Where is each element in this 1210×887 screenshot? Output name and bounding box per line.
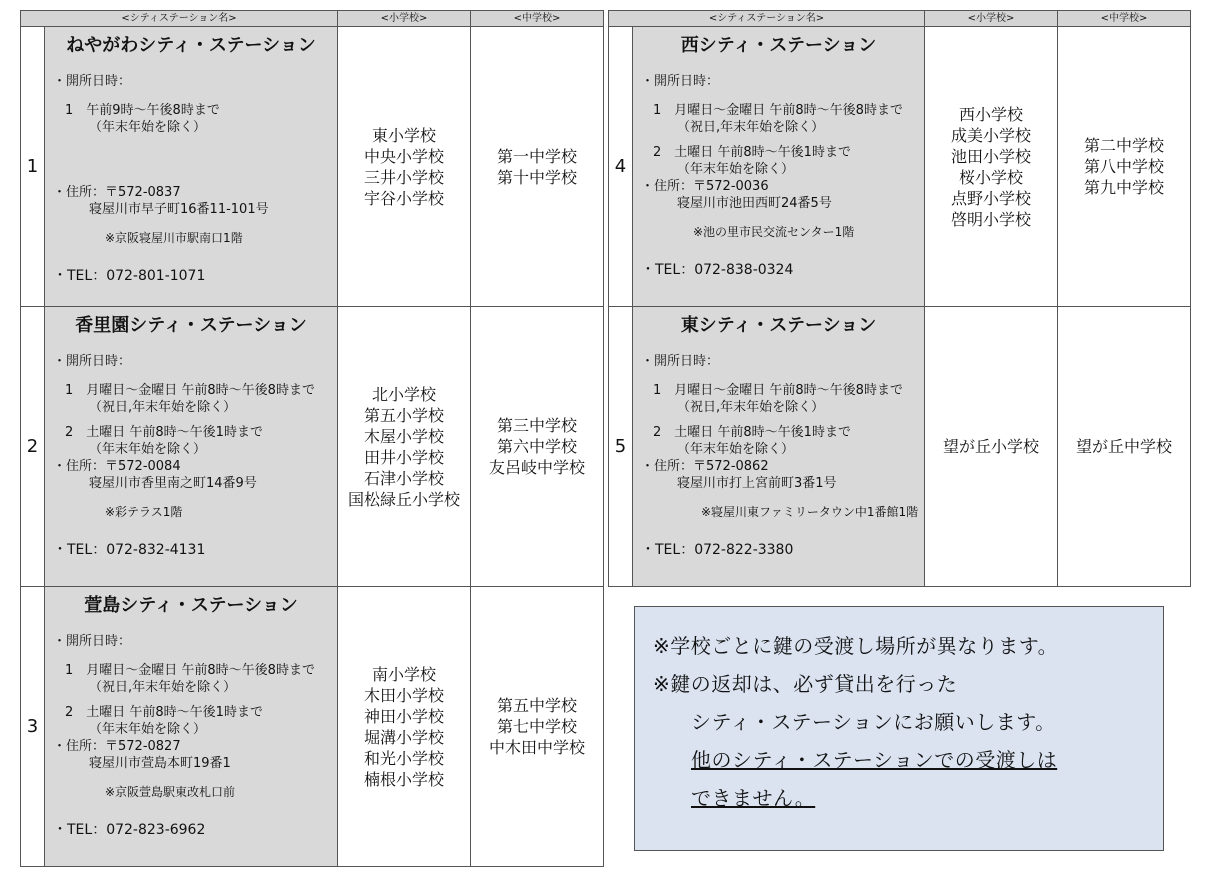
notice-line: ※学校ごとに鍵の受渡し場所が異なります。 <box>653 634 1059 658</box>
station-info <box>45 307 338 587</box>
station-name: 西シティ・ステーション <box>680 35 877 56</box>
station-name: 萱島シティ・ステーション <box>84 595 298 616</box>
station-name: 香里園シティ・ステーション <box>75 315 307 336</box>
hours-note: （祝日,年末年始を除く） <box>677 120 825 135</box>
elementary-school: 西小学校 <box>959 104 1024 124</box>
elementary-school: 田井小学校 <box>364 447 445 467</box>
notice-box <box>634 606 1164 851</box>
elementary-schools <box>925 27 1058 307</box>
hours-label: ・開所日時： <box>53 634 132 649</box>
address: 寝屋川市萱島本町19番1 <box>89 756 231 771</box>
junior-school: 中木田中学校 <box>489 738 586 757</box>
elementary-school: 成美小学校 <box>951 125 1032 145</box>
elementary-school: 桜小学校 <box>959 167 1024 187</box>
hours-note: （祝日,年末年始を除く） <box>89 680 237 695</box>
hours-label: ・開所日時： <box>53 74 132 89</box>
address-label: ・住所：〒572-0084 <box>53 459 181 474</box>
header-station: <シティステーション名> <box>21 11 338 27</box>
junior-school: 第九中学校 <box>1084 178 1165 197</box>
header-elementary: <小学校> <box>925 11 1058 27</box>
address-note: ※寝屋川東ファミリータウン中1番館1階 <box>701 505 919 519</box>
elementary-schools <box>338 307 471 587</box>
address-note: ※京阪寝屋川市駅南口1階 <box>105 231 243 245</box>
elementary-school: 堀溝小学校 <box>364 727 445 747</box>
hours-line: 1 月曜日～金曜日 午前8時～午後8時まで <box>653 103 903 118</box>
junior-school: 第八中学校 <box>1084 157 1165 176</box>
elementary-school: 南小学校 <box>372 664 437 684</box>
left-station-table <box>20 10 604 867</box>
address: 寝屋川市打上宮前町3番1号 <box>677 476 837 491</box>
station-number: 4 <box>609 27 633 307</box>
hours-label: ・開所日時： <box>53 354 132 369</box>
elementary-schools <box>338 27 471 307</box>
junior-school: 望が丘中学校 <box>1076 437 1173 456</box>
elementary-school: 中央小学校 <box>364 146 445 166</box>
elementary-school: 和光小学校 <box>364 748 445 768</box>
hours-note: （年末年始を除く） <box>677 162 795 177</box>
hours-line: 1 午前9時～午後8時まで <box>65 103 220 118</box>
address-label: ・住所：〒572-0036 <box>641 179 769 194</box>
elementary-school: 木屋小学校 <box>364 426 445 446</box>
hours-line: 2 土曜日 午前8時～午後1時まで <box>65 705 263 720</box>
tel: ・TEL：072-822-3380 <box>641 542 794 558</box>
address-label: ・住所：〒572-0837 <box>53 185 181 200</box>
hours-label: ・開所日時： <box>641 74 720 89</box>
junior-schools <box>1058 27 1191 307</box>
address-note: ※京阪萱島駅東改札口前 <box>105 785 236 799</box>
header-junior: <中学校> <box>471 11 604 27</box>
junior-schools <box>471 307 604 587</box>
elementary-school: 池田小学校 <box>951 146 1032 166</box>
station-row <box>21 587 604 867</box>
station-info <box>633 307 925 587</box>
hours-note: （祝日,年末年始を除く） <box>89 400 237 415</box>
station-row <box>21 307 604 587</box>
hours-label: ・開所日時： <box>641 354 720 369</box>
address-note: ※池の里市民交流センター1階 <box>693 225 855 239</box>
elementary-school: 望が丘小学校 <box>943 437 1040 456</box>
notice-line: シティ・ステーションにお願いします。 <box>691 710 1056 734</box>
station-info <box>45 587 338 867</box>
hours-note: （年末年始を除く） <box>89 442 207 457</box>
junior-school: 第七中学校 <box>497 717 578 736</box>
station-number: 5 <box>609 307 633 587</box>
elementary-schools <box>925 307 1058 587</box>
elementary-schools <box>338 587 471 867</box>
elementary-school: 第五小学校 <box>364 405 445 425</box>
address: 寝屋川市早子町16番11-101号 <box>89 202 269 217</box>
elementary-school: 木田小学校 <box>364 685 445 705</box>
tel: ・TEL：072-838-0324 <box>641 262 794 278</box>
hours-line: 1 月曜日～金曜日 午前8時～午後8時まで <box>653 383 903 398</box>
header-station: <シティステーション名> <box>609 11 925 27</box>
hours-note: （年末年始を除く） <box>89 120 207 135</box>
hours-line: 1 月曜日～金曜日 午前8時～午後8時まで <box>65 383 315 398</box>
station-name: 東シティ・ステーション <box>680 315 877 336</box>
address-note: ※彩テラス1階 <box>105 505 183 519</box>
notice-line: ※鍵の返却は、必ず貸出を行った <box>653 672 958 696</box>
elementary-school: 北小学校 <box>372 384 437 404</box>
station-number: 1 <box>21 27 45 307</box>
station-name: ねやがわシティ・ステーション <box>66 35 316 56</box>
junior-school: 第五中学校 <box>497 696 578 715</box>
hours-note: （年末年始を除く） <box>677 442 795 457</box>
station-row <box>609 307 1191 587</box>
hours-note: （年末年始を除く） <box>89 722 207 737</box>
elementary-school: 楠根小学校 <box>364 769 445 789</box>
station-row <box>21 27 604 307</box>
junior-schools <box>471 587 604 867</box>
junior-school: 第三中学校 <box>497 416 578 435</box>
junior-schools <box>1058 307 1191 587</box>
tel: ・TEL：072-823-6962 <box>53 822 206 838</box>
junior-schools <box>471 27 604 307</box>
address-label: ・住所：〒572-0827 <box>53 739 181 754</box>
right-station-table <box>608 10 1191 587</box>
station-number: 2 <box>21 307 45 587</box>
elementary-school: 宇谷小学校 <box>364 188 445 208</box>
station-info <box>45 27 338 307</box>
address: 寝屋川市池田西町24番5号 <box>677 196 832 211</box>
junior-school: 第二中学校 <box>1084 136 1165 155</box>
hours-line: 2 土曜日 午前8時～午後1時まで <box>653 145 851 160</box>
hours-line: 1 月曜日～金曜日 午前8時～午後8時まで <box>65 663 315 678</box>
station-info <box>633 27 925 307</box>
tel: ・TEL：072-832-4131 <box>53 542 206 558</box>
elementary-school: 国松緑丘小学校 <box>348 489 461 509</box>
tel: ・TEL：072-801-1071 <box>53 268 206 284</box>
elementary-school: 点野小学校 <box>951 188 1032 208</box>
notice-warning: できません。 <box>691 786 816 810</box>
junior-school: 第一中学校 <box>497 146 578 166</box>
hours-line: 2 土曜日 午前8時～午後1時まで <box>65 425 263 440</box>
elementary-school: 東小学校 <box>372 125 437 145</box>
elementary-school: 三井小学校 <box>364 167 445 187</box>
elementary-school: 神田小学校 <box>364 706 445 726</box>
junior-school: 友呂岐中学校 <box>489 458 586 477</box>
address: 寝屋川市香里南之町14番9号 <box>89 476 257 491</box>
station-number: 3 <box>21 587 45 867</box>
header-row <box>609 11 1191 27</box>
station-row <box>609 27 1191 307</box>
elementary-school: 石津小学校 <box>364 468 445 488</box>
notice-warning: 他のシティ・ステーションでの受渡しは <box>691 748 1058 772</box>
junior-school: 第六中学校 <box>497 437 578 456</box>
header-junior: <中学校> <box>1058 11 1191 27</box>
header-row <box>21 11 604 27</box>
hours-note: （祝日,年末年始を除く） <box>677 400 825 415</box>
elementary-school: 啓明小学校 <box>951 209 1032 229</box>
address-label: ・住所：〒572-0862 <box>641 459 769 474</box>
header-elementary: <小学校> <box>338 11 471 27</box>
hours-line: 2 土曜日 午前8時～午後1時まで <box>653 425 851 440</box>
junior-school: 第十中学校 <box>497 167 578 187</box>
